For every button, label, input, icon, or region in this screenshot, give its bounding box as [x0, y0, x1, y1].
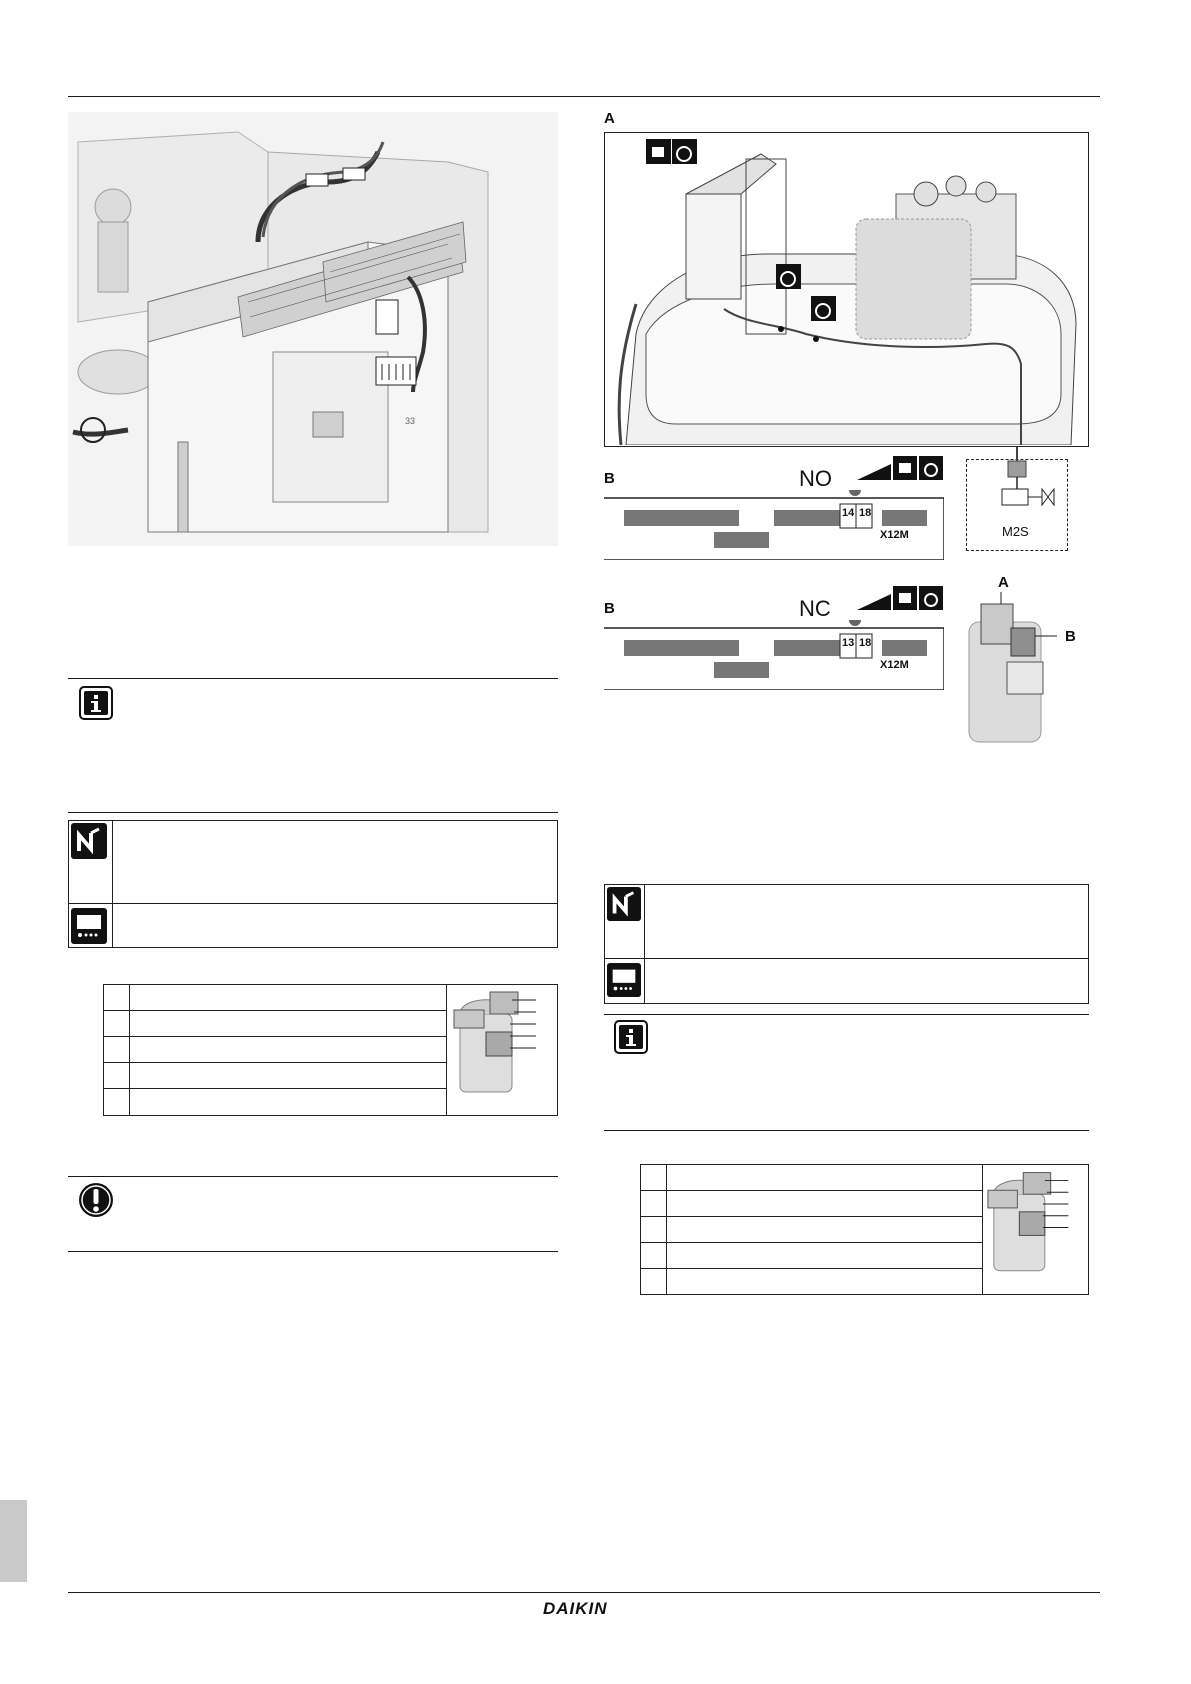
info-note-top-rule — [68, 678, 558, 679]
no-terminal-b: 18 — [859, 507, 872, 519]
right-table-cable-tie-drawing — [984, 1166, 1088, 1293]
nc-tie-icons — [857, 582, 943, 614]
left-settings-divider — [68, 903, 558, 904]
cable-tie-label-a: A — [998, 574, 1009, 591]
panel-b-nc-label: B — [604, 600, 615, 617]
no-tie-icons — [857, 452, 943, 484]
right-settings-icon-col — [644, 884, 645, 1004]
main-unit-illustration — [68, 112, 558, 546]
notice-top-rule — [68, 1176, 558, 1177]
panel-a-label: A — [604, 110, 615, 127]
board-number-text: 33 — [405, 416, 416, 426]
installer-icon — [607, 887, 641, 921]
left-settings-box — [68, 820, 558, 948]
table-row — [104, 1011, 447, 1037]
table-row — [641, 1269, 983, 1295]
nc-terminal-b: 18 — [859, 637, 872, 649]
notice-bottom-rule — [68, 1251, 558, 1252]
nc-connector-label: X12M — [880, 659, 909, 671]
table-row — [104, 1063, 447, 1089]
no-connector-label: X12M — [880, 529, 909, 541]
brand-logo: DAIKIN — [543, 1599, 608, 1618]
m2s-label: M2S — [1002, 524, 1029, 539]
table-row — [641, 1191, 983, 1217]
notice-icon — [78, 1182, 114, 1218]
table-row — [104, 985, 447, 1011]
panel-b-no-label: B — [604, 470, 615, 487]
right-info-bottom-rule — [604, 1130, 1089, 1131]
info-note-bottom-rule — [68, 812, 558, 813]
table-row — [104, 1089, 447, 1115]
info-icon — [614, 1020, 648, 1054]
no-terminal-strip — [604, 490, 944, 560]
table-row — [641, 1243, 983, 1269]
side-tab — [0, 1500, 27, 1582]
nc-terminal-a: 13 — [842, 637, 855, 649]
table-row — [104, 1037, 447, 1063]
table-row — [641, 1217, 983, 1243]
no-mode-label: NO — [799, 466, 832, 491]
info-icon — [79, 686, 113, 720]
table-row — [641, 1165, 983, 1191]
user-interface-icon — [71, 908, 107, 944]
no-terminal-a: 14 — [842, 507, 855, 519]
cable-tie-label-b: B — [1065, 628, 1076, 645]
right-info-top-rule — [604, 1014, 1089, 1015]
left-table-cable-tie-drawing — [450, 986, 556, 1114]
left-settings-icon-col — [112, 820, 113, 948]
user-interface-icon — [607, 963, 641, 997]
right-settings-divider — [604, 958, 1089, 959]
right-settings-box — [604, 884, 1089, 1004]
footer-rule — [68, 1592, 1100, 1593]
installer-icon — [71, 823, 107, 859]
cable-tie-detail-drawing — [965, 592, 1065, 752]
nc-mode-label: NC — [799, 596, 831, 621]
panel-a-tank-drawing — [606, 134, 1087, 445]
header-rule — [68, 96, 1100, 97]
nc-terminal-strip — [604, 620, 944, 690]
